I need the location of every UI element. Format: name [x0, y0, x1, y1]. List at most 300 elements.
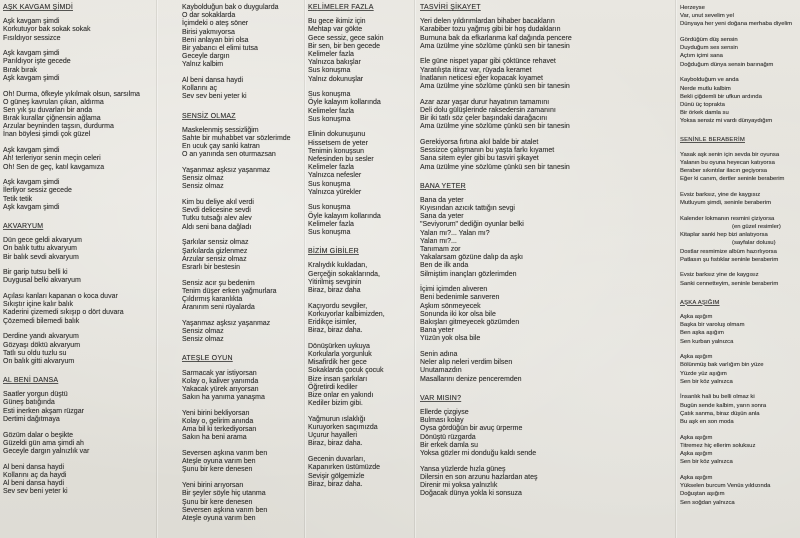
lyric-line: Nerde mutlu kalbim: [680, 85, 731, 92]
song-title: AKVARYUM: [3, 222, 44, 230]
stanza: [680, 36, 798, 69]
lyric-line: Gece sessiz, gece sakin: [308, 34, 384, 42]
lyric-line: Sanki cennetteyim, seninle beraberim: [680, 280, 779, 287]
lyric-line: En ucuk çay sanki katran: [182, 143, 260, 151]
lyric-line: Direnir mi yoksa yalnızlık: [420, 482, 498, 489]
stanza: [182, 127, 302, 160]
lyric-line: Yasak aşk senin için sevda bir oyunsa: [680, 151, 780, 158]
stanza: [3, 464, 153, 497]
lyric-line: Çözemedi bilemedi balık: [3, 317, 80, 325]
lyric-line: Sevişir gölgemizle: [308, 472, 365, 480]
lyric-line: Bir balık sevdi akvaryum: [3, 253, 79, 261]
lyric-line: Sev sev beni yeter ki: [3, 488, 68, 496]
lyric-line: Dostlar resmimize albüm hazırlıyorsa: [680, 248, 777, 255]
lyric-line: Sus konuşma: [308, 91, 351, 99]
lyric-line: Kediler bizim gibi.: [308, 400, 363, 408]
stanza: [182, 280, 302, 313]
lyric-line: Şarkılarda gizlenmez: [182, 247, 248, 255]
lyric-line: Kolay o, kaliver yanımda: [182, 377, 259, 385]
lyric-line: Biraz, biraz daha.: [308, 480, 363, 488]
lyric-line: Evsiz barksız, yine de kaygısız: [680, 191, 761, 198]
fold-line: [304, 0, 305, 538]
lyric-line: Kelimeler fazla: [308, 164, 354, 172]
stanza: [3, 179, 153, 212]
lyric-line: Kıyısından azıcık tattığın sevgi: [420, 205, 515, 213]
lyric-line: Dönüşürken uykuya: [308, 342, 370, 350]
lyric-line: Maskelenmiş sessizliğim: [182, 126, 259, 134]
lyric-line: Bir örkek damla su: [680, 110, 729, 117]
lyric-line: O güneş kavrulan çıkan, aldırma: [3, 98, 104, 106]
lyric-line: Gözyaşı döktü akvaryum: [3, 341, 81, 349]
lyric-line: Sensiz olmaz: [182, 336, 224, 344]
lyric-line: İnsanlık hali bu belli olmaz ki: [680, 394, 755, 401]
lyric-line: Dertimi dağıtmaya: [3, 415, 60, 423]
lyric-line: Güzeldi gün ama şimdi ah: [3, 439, 84, 447]
stanza: [680, 191, 798, 207]
lyric-line: Sen soğdan yalnızca: [680, 499, 735, 506]
lyric-line: Azar azar yaşar durur hayatının tamamını: [420, 98, 550, 106]
lyric-line: Kelimeler fazla: [308, 50, 354, 58]
lyric-line: Al beni dansa haydi: [182, 77, 244, 84]
stanza: [680, 151, 798, 184]
stanza: [182, 77, 302, 102]
lyric-line: Tenimin konuşsun: [308, 147, 365, 155]
lyric-line: Aşka aşığım: [680, 354, 713, 361]
lyric-line: Kelimeler fazla: [308, 107, 354, 115]
lyric-line: Kaçıyordu sevgiler,: [308, 302, 368, 310]
lyric-line: Çıldırmış karanlıkta: [182, 295, 243, 303]
song-block: [420, 183, 670, 384]
lyric-line: Aşk kavgam şimdi: [3, 74, 60, 82]
lyric-line: Öyle kalayım kollarında: [308, 99, 381, 107]
stanza: [3, 269, 153, 285]
stanza: [3, 147, 153, 172]
stanza: [680, 353, 798, 386]
lyric-line: Öyle kalayım kollarında: [308, 212, 381, 220]
song-block: [182, 4, 302, 102]
lyric-line: Evsiz barksız yine de kaygısız: [680, 272, 759, 279]
lyric-line: O dar sokaklarda: [182, 12, 236, 20]
stanza: [420, 139, 670, 172]
lyrics-column-2: [182, 4, 302, 523]
lyric-line: Patlasın şu fıstıklar seninle beraberim: [680, 256, 779, 263]
lyric-line: Yakalarsam gözüne dalıp da aşkı: [420, 254, 523, 262]
lyric-line: Nefesinden bu sesler: [308, 156, 374, 163]
lyric-line: Birisi yakmıyorsa: [182, 28, 235, 36]
stanza: [3, 293, 153, 326]
lyric-line: Kolay o, gelirim anında: [182, 418, 254, 425]
lyric-line: Aldı seni bana dağladı: [182, 223, 252, 231]
lyric-line: Ama üzülme yine sözlüme çünkü sen bir tanesin: [420, 163, 570, 171]
lyric-line: Hissetsem de yeter: [308, 139, 368, 147]
lyric-line: Aşka aşığım: [680, 313, 713, 320]
lyric-line: Bakışları gitmeyecek gözümden: [420, 319, 520, 326]
song-block: [420, 395, 670, 499]
stanza: [3, 333, 153, 366]
stanza: [680, 434, 798, 467]
lyric-line: Bu gece ikimiz için: [308, 18, 366, 26]
lyric-line: Al beni dansa haydi: [3, 479, 65, 487]
lyric-line: Aşk kavgam şimdi: [3, 147, 60, 155]
song-block: [680, 299, 798, 507]
lyric-line: Ben de ilk anda: [420, 262, 469, 270]
lyric-line: Yeni birini bekliyorsan: [182, 409, 250, 417]
lyric-line: Dünü üç toprakta: [680, 101, 725, 108]
lyric-line: Yalan mı?... Yalan mı?: [420, 229, 490, 237]
stanza: [182, 320, 302, 345]
lyric-line: Yalanın bu oyuna heyecan katıyorsa: [680, 159, 775, 166]
lyric-line: Ele güne nispet yapar gibi çöktünce rehavet: [420, 58, 556, 66]
lyric-line: Yansa yüzlerde hızla güneş: [420, 465, 506, 473]
song-title: BANA YETER: [420, 182, 466, 190]
lyric-line: On balık tuttu akvaryum: [3, 245, 77, 253]
lyric-line: Beni anlayan biri olsa: [182, 36, 249, 44]
lyric-line: On balık gitti akvaryum: [3, 357, 75, 365]
lyric-line: Aşka aşığım: [680, 451, 713, 458]
song-block: [3, 377, 153, 496]
lyric-line: Bana yeter: [420, 327, 454, 335]
lyric-line: Sen bir köz yalnızca: [680, 378, 733, 385]
stanza: [182, 239, 302, 272]
song-block: [182, 113, 302, 345]
song-block: [680, 136, 798, 287]
lyric-line: Geceyle dargın yalnızlık var: [3, 447, 90, 455]
lyric-line: Kaybolduğun bak o duygularda: [182, 4, 279, 11]
lyric-line: Biraz, biraz daha.: [308, 440, 363, 448]
lyric-line: Bize insan şarkıları: [308, 375, 368, 383]
lyric-line: Sakın ha yanıma yanaşma: [182, 394, 265, 402]
stanza: [420, 466, 670, 499]
stanza: [680, 271, 798, 287]
lyric-line: Sonunda iki kor olsa bile: [420, 310, 496, 318]
lyric-line: Sen kurban yalnızca: [680, 338, 734, 345]
lyric-line: Gerçeğin sokaklarında,: [308, 270, 380, 278]
lyric-line: Neler alıp neleri verdim bilsen: [420, 359, 513, 367]
song-title: ATEŞLE OYUN: [182, 355, 233, 363]
lyric-line: Kralıydık kukladan,: [308, 262, 368, 270]
stanza: [420, 18, 670, 51]
lyric-line: Aşkım sönmeyecek: [420, 302, 481, 310]
stanza: [680, 393, 798, 426]
stanza: [308, 343, 412, 409]
song-title: SENİNLE BERABERİM: [680, 137, 745, 144]
song-block: [308, 4, 412, 237]
lyric-line: Yağmurun ıslaklığı: [308, 415, 366, 423]
stanza: [182, 199, 302, 232]
lyric-line: Yükselen burcum Venüs yıldızında: [680, 483, 771, 490]
lyric-line: Beraber sıkıntılar ilacın geçiyorsa: [680, 168, 768, 174]
lyric-line: Duygusal belki akvaryum: [3, 277, 81, 285]
lyric-line: Sen bir köz yalnızca: [680, 459, 733, 466]
lyric-line: Sus konuşma: [308, 229, 351, 236]
lyric-line: Dönüştü rüzgarda: [420, 433, 476, 441]
stanza: [182, 4, 302, 70]
lyric-line: Parıldıyor işte gecede: [3, 58, 71, 66]
lyric-line: Ama bil ki terkediyorsan: [182, 426, 257, 434]
lyric-line: Tetik tetik: [3, 195, 33, 203]
lyric-line: Bu aşk en son moda: [680, 419, 734, 425]
lyric-line: Yaratılışta itiraz var, rüyada keramet: [420, 66, 532, 74]
lyric-line: Gecenin duvarları,: [308, 456, 366, 464]
lyric-line: Burnuna bak da efkarlanma kaf dağında pencere: [420, 34, 572, 42]
lyric-line: Saatler yorgun düştü: [3, 391, 68, 399]
lyric-line: Yoksa gözler mi donduğu kaldı sende: [420, 449, 537, 457]
lyric-line: Ama üzülme yine sözlüme çünkü sen bir tanesin: [420, 123, 570, 131]
stanza: [420, 58, 670, 91]
lyric-line: Geceyle dargın: [182, 53, 230, 61]
stanza: [420, 351, 670, 384]
lyric-line: Sana sitem eyler gibi bu tasviri şikayet: [420, 155, 539, 163]
lyric-line: Arzular sensiz olmaz: [182, 255, 247, 263]
lyric-line: Gözüm dalar o beşikte: [3, 431, 74, 439]
lyric-line: Bulması kolay: [420, 417, 464, 425]
lyric-line: Şunu bir kere denesen: [182, 466, 253, 474]
lyric-line: Aranırım seni rüyalarda: [182, 304, 255, 312]
lyric-line: Bekli çiğdemli bir ufkun ardında: [680, 93, 762, 100]
lyric-line: Açtım içimi sana: [680, 53, 723, 60]
lyric-line: Beni bedenimle sarıveren: [420, 294, 500, 302]
lyric-line: İnan böylesi şimdi çok güzel: [3, 131, 91, 139]
lyric-line: Yaşanmaz aşksız yaşanmaz: [182, 167, 271, 174]
lyric-line: Bugün sende kalbim, yarın sonra: [680, 402, 767, 409]
song-block: [182, 355, 302, 523]
stanza: [308, 18, 412, 84]
lyric-line: Tutku tutsağı alev alev: [182, 215, 252, 223]
lyric-line: Silmiştim inançları gözlerimden: [420, 270, 517, 278]
lyric-line: Al beni dansa haydi: [3, 463, 65, 471]
lyric-line: Kim bu deliye akıl verdi: [182, 199, 254, 207]
lyric-line: Duyduğum ses sensin: [680, 45, 738, 52]
stanza: [3, 237, 153, 262]
lyric-line: Elinin dokunuşunu: [308, 131, 366, 139]
lyric-line: Misafirdik her gece: [308, 359, 367, 367]
stanza: [680, 474, 798, 507]
lyric-line: Bir erkek damla su: [420, 441, 478, 449]
stanza: [3, 18, 153, 43]
lyric-line: Kollarını aç da haydi: [3, 471, 67, 479]
lyric-line: Esrarlı bir bestesin: [182, 263, 240, 271]
lyric-line: Kuruyorken saçımızda: [308, 424, 378, 432]
stanza: [308, 416, 412, 449]
lyric-line: Sen yık şu duvarları bir anda: [3, 106, 93, 114]
lyric-line: Sus konuşma: [308, 204, 351, 212]
song-block: [420, 4, 670, 172]
lyric-line: Sarmacak yar istiyorsan: [182, 369, 257, 377]
lyric-line: Eğer ki canım, dertler seninle beraberim: [680, 176, 785, 183]
lyric-line: Aşka aşığım: [680, 434, 713, 441]
lyric-line: Korkularla yorgunluk: [308, 351, 372, 359]
stanza: [182, 410, 302, 443]
stanza: [420, 99, 670, 132]
song-title: AL BENİ DANSA: [3, 377, 59, 385]
stanza: [680, 4, 798, 29]
lyric-line: Tanımam zor: [420, 246, 461, 253]
lyric-line: Doğuştan aşığım: [680, 491, 725, 498]
lyric-line: Sensiz acır şu bedenim: [182, 279, 255, 287]
lyric-line: Çatık sanma, biraz düşün anla: [680, 410, 760, 417]
stanza: [3, 432, 153, 457]
lyric-line: Doğacak dünya yokla ki sonsuza: [420, 490, 522, 498]
fold-line: [675, 0, 676, 538]
stanza: [420, 409, 670, 458]
lyrics-column-5: [680, 4, 798, 507]
lyrics-column-1: [3, 4, 153, 496]
stanza: [3, 91, 153, 140]
stanza: [182, 370, 302, 403]
lyric-line: Öğretirdi kediler: [308, 383, 358, 391]
lyric-line: Bize onlar en yakındı: [308, 392, 374, 399]
lyric-line: Yoksa sensiz mi vardı dünyaydığım: [680, 118, 773, 125]
lyric-line: Arzular beyninden taşsın, durdurma: [3, 123, 114, 131]
lyric-line: O an yanında sen oturmazsan: [182, 151, 276, 159]
lyric-line: Sensiz olmaz: [182, 175, 224, 183]
lyric-line: Dilersin en son arzunu hazlardan ateş: [420, 473, 538, 481]
lyric-line: Açılası kanları kapanan o koca duvar: [3, 293, 118, 301]
lyric-line: Tenim düşer erken yağmurlara: [182, 287, 277, 295]
lyric-line: Ama üzülme yine sözlüme çünkü sen bir tanesin: [420, 42, 570, 50]
lyric-line: Sana da yeter: [420, 213, 464, 221]
lyric-line: İçimdeki o ateş söner: [182, 20, 249, 28]
lyric-line: Bir şeyler söyle hiç utanma: [182, 490, 266, 498]
song-block: [680, 4, 798, 125]
lyric-line: Kalender lokmanın resmini çiziyorsa: [680, 215, 775, 222]
lyric-line: Bir yabancı el elimi tutsa: [182, 44, 258, 52]
lyric-line: Sıkıştır içine kalır balık: [3, 301, 74, 309]
lyric-line: Sevdi delicesine sevdi: [182, 207, 251, 215]
lyric-line: Oysa gördüğün bir avuç ürperme: [420, 425, 523, 433]
stanza: [182, 450, 302, 475]
song-block: [3, 4, 153, 212]
stanza: [308, 456, 412, 489]
lyric-line: Sensiz olmaz: [182, 328, 224, 335]
song-title: AŞKA AŞIĞIM: [680, 299, 720, 306]
lyric-line: Bırak kurallar çiğnensin ağlama: [3, 115, 101, 123]
song-title: VAR MISIN?: [420, 394, 462, 402]
lyric-line: Var, unut sevelim yel: [680, 13, 734, 20]
lyric-line: Yeri delen yıldırımlardan bihaber bacakların: [420, 18, 555, 26]
lyric-line: Mutluyum şimdi, seninle beraberim: [680, 200, 772, 207]
lyric-line: Oh! Sen de geç, katıl kavgamıza: [3, 163, 105, 171]
stanza: [680, 313, 798, 346]
lyric-line: Bırak bırak: [3, 66, 37, 74]
lyric-line: Yaşanmaz aşksız yaşanmaz: [182, 319, 271, 327]
lyric-line: Yüzün yok olsa bile: [420, 335, 481, 343]
lyric-line: İçimi içimden alıveren: [420, 286, 488, 294]
lyric-line: Şarkılar sensiz olmaz: [182, 239, 249, 247]
lyric-line: Yakacak yürek arıyorsan: [182, 385, 259, 393]
lyric-line: Korkutuyor bak sokak sokak: [3, 26, 91, 34]
lyric-line: Uçurur hayalleri: [308, 432, 358, 440]
lyric-line: Seversen aşkına varım ben: [182, 506, 268, 514]
lyric-line: Ah! terleriyor senin meçin celeri: [3, 155, 101, 163]
lyric-line: Masallarını denize penceremden: [420, 375, 522, 383]
lyric-line: "Seviyorum" dediğin oyunlar belki: [420, 221, 524, 229]
song-title: AŞK KAVGAM ŞİMDİ: [3, 4, 73, 11]
lyric-line: Aşk kavgam şimdi: [3, 18, 60, 26]
stanza: [420, 286, 670, 343]
lyric-line: Kaybolduğum ve anda: [680, 77, 739, 84]
song-block: [3, 223, 153, 366]
lyric-line: Herzeyse: [680, 5, 705, 11]
lyric-line: Sokaklarda çocuk çocuk: [308, 367, 384, 375]
lyric-line: Bölünmüş bak varlığım bin yüze: [680, 362, 764, 369]
lyric-line: Dün gece geldi akvaryum: [3, 237, 82, 245]
stanza: [420, 197, 670, 279]
lyric-line: İlerliyor sessiz gecede: [3, 187, 72, 195]
lyric-line: Fısıldıyor sessizce: [3, 34, 61, 42]
lyric-line: Tatlı su oldu tuzlu su: [3, 349, 67, 357]
lyric-line: Bir iki tatlı söz çeler başındaki darağacını: [420, 115, 548, 123]
lyric-line: Aşk kavgam şimdi: [3, 203, 60, 211]
lyric-line: Ben aşka aşığım: [680, 330, 724, 337]
lyric-line: Yalnızca bakışlar: [308, 59, 361, 67]
lyric-line: Eridikçe isimler,: [308, 319, 357, 326]
lyric-line: Ellerde çizgiyse: [420, 409, 469, 416]
lyric-line: Sessizce çalışmanın bu yaşta farkı kıyamet: [420, 147, 555, 155]
fold-line: [414, 0, 415, 538]
lyric-line: Şunu bir kere denesen: [182, 498, 253, 506]
lyric-line: Deli dolu gülüşlerinde raksedersin zamanını: [420, 106, 556, 114]
lyric-line: Seversen aşkına varım ben: [182, 450, 268, 458]
lyric-line: Başka bir varoluş olmam: [680, 322, 745, 329]
stanza: [680, 76, 798, 125]
stanza: [308, 131, 412, 197]
lyric-line: Bana da yeter: [420, 196, 464, 204]
lyric-line: Yitirilmiş sevginin: [308, 278, 362, 286]
lyric-line: Kitaplar sanki hep bizi anlatıyorsa: [680, 232, 768, 239]
stanza: [308, 303, 412, 336]
lyric-line: Aşka aşığım: [680, 474, 713, 481]
lyric-line: Yüzde yüz aşığım: [680, 370, 727, 377]
lyrics-column-3: [308, 4, 412, 489]
lyric-line: Doğduğum dünya sensin barınağım: [680, 61, 774, 68]
lyric-line: Ateşle oyuna varım ben: [182, 514, 256, 522]
stanza: [3, 391, 153, 424]
lyric-line: Sensiz olmaz: [182, 183, 224, 191]
lyric-line: Sus konuşma: [308, 115, 351, 123]
lyric-line: (en güzel resimler): [732, 223, 781, 230]
lyric-line: Kelimeler fazla: [308, 220, 354, 228]
stanza: [308, 204, 412, 237]
lyric-line: Sahte bir muhabbet var sözlerimde: [182, 134, 291, 142]
lyric-line: Sus konuşma: [308, 180, 351, 188]
lyric-line: Biraz, biraz daha: [308, 286, 361, 294]
stanza: [308, 91, 412, 124]
lyrics-column-4: [420, 4, 670, 498]
lyric-line: Aşk kavgam şimdi: [3, 179, 60, 187]
song-block: [308, 248, 412, 489]
fold-line: [156, 0, 157, 538]
lyric-line: Oh! Durma, öfkeyle yıkılmak olsun, sarsılma: [3, 90, 140, 98]
stanza: [182, 482, 302, 523]
lyric-line: Yalnızca nefesler: [308, 172, 362, 180]
lyric-line: Titremez hiç ellerim soluksuz: [680, 442, 756, 449]
lyric-line: Ateşle oyuna varım ben: [182, 458, 256, 466]
lyric-line: Yalnız kalbim: [182, 61, 224, 69]
lyric-line: Yalan mı?...: [420, 237, 457, 245]
stanza: [308, 262, 412, 295]
stanza: [680, 215, 798, 264]
lyric-line: Yalnız dokunuşlar: [308, 75, 364, 83]
lyric-line: Gerekiyorsa fırtına akıl balde bir atalet: [420, 138, 539, 146]
lyric-line: Yalnızca yürekler: [308, 188, 362, 196]
lyric-line: Esti inerken akşam rüzgar: [3, 407, 84, 415]
stanza: [182, 167, 302, 192]
lyric-line: Sus konuşma: [308, 67, 351, 75]
song-title: BİZİM GİBİLER: [308, 248, 359, 256]
lyric-line: Korkuyorlar kalbimizden,: [308, 310, 385, 318]
lyric-line: Kapanırken üstümüzde: [308, 464, 380, 472]
